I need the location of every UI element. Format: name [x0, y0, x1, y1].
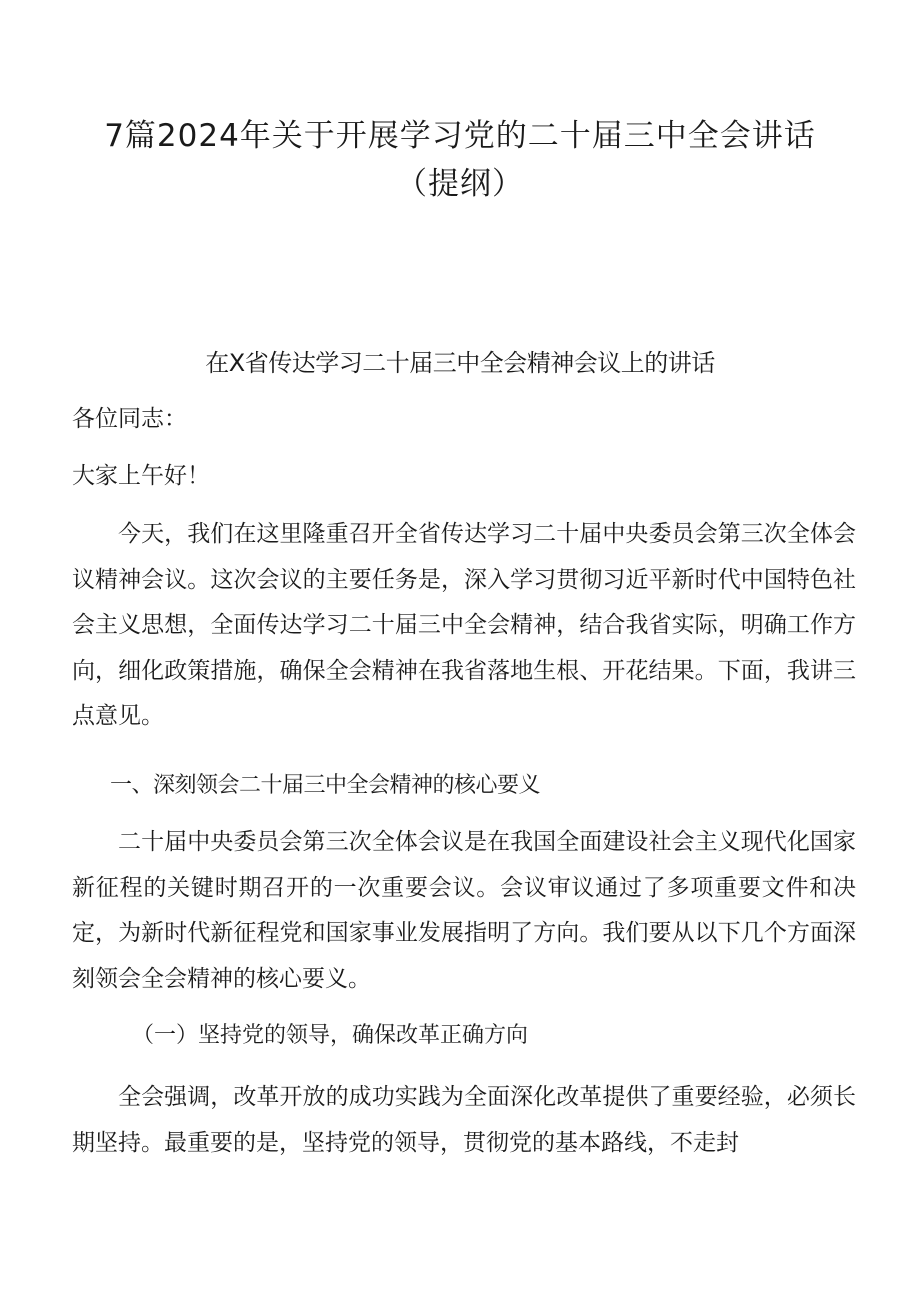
subsection-1-paragraph: 全会强调，改革开放的成功实践为全面深化改革提供了重要经验，必须长期坚持。最重要的是，坚持党的领导，贯彻党的基本路线，不走封: [72, 1084, 856, 1156]
intro-paragraph: 今天，我们在这里隆重召开全省传达学习二十届中央委员会第三次全体会议精神会议。这次会议的主要任务是，深入学习贯彻习近平新时代中国特色社会主义思想，全面传达学习二十届三中全会精神，结合我省实际，明确工作方向，细化政策措施，确保全会精神在我省落地生根、开花结果。下面，我讲三点意见。: [72, 521, 856, 729]
greeting: 大家上午好！: [72, 463, 210, 489]
document-title: [60, 112, 860, 208]
speech-title: 在X省传达学习二十届三中全会精神会议上的讲话: [205, 349, 715, 377]
subsection-heading-1: （一）坚持党的领导，确保改革正确方向: [132, 1023, 529, 1048]
section-1-paragraph: 二十届中央委员会第三次全体会议是在我国全面建设社会主义现代化国家新征程的关键时期召开的一次重要会议。会议审议通过了多项重要文件和决定，为新时代新征程党和国家事业发展指明了方向。我们要从以下几个方面深刻领会全会精神的核心要义。: [72, 829, 856, 992]
document-title-line-2: （提纲）: [396, 166, 524, 202]
document-title-line-1: 7篇2024年关于开展学习党的二十届三中全会讲话: [104, 118, 816, 154]
section-heading-1: 一、深刻领会二十届三中全会精神的核心要义: [110, 773, 541, 798]
salutation: 各位同志：: [72, 406, 187, 432]
